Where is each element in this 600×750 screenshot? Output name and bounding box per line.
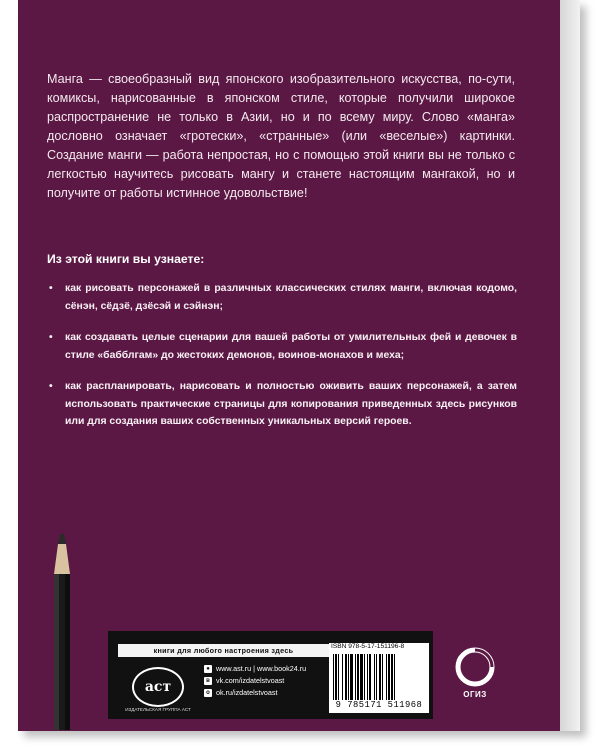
slogan-banner: книги для любого настроения здесь xyxy=(118,644,329,657)
link-text: www.ast.ru | www.book24.ru xyxy=(216,664,307,673)
link-text: ok.ru/izdatelstvoast xyxy=(216,688,278,697)
barcode-icon xyxy=(333,654,425,700)
links-list xyxy=(204,663,306,699)
imprint-name: ОГИЗ xyxy=(463,690,487,699)
link-row[interactable] xyxy=(204,675,306,687)
vk-icon: в xyxy=(204,677,212,685)
publisher-name: ИЗДАТЕЛЬСКАЯ ГРУППА АСТ xyxy=(125,707,191,712)
learn-list xyxy=(47,280,517,431)
barcode-number: 9 785171 511968 xyxy=(335,700,423,710)
link-row[interactable] xyxy=(204,663,306,675)
learn-item: • как рисовать персонажей в различных классических стилях манги, включая кодомо, сёнэн, сёдзё, дзёсэй и сэйнэн; xyxy=(47,280,517,315)
globe-icon: ● xyxy=(204,665,212,673)
barcode-panel xyxy=(329,643,429,713)
pencil-icon xyxy=(40,530,90,730)
learn-title: Из этой книги вы узнаете: xyxy=(47,252,205,266)
link-row[interactable] xyxy=(204,687,306,699)
isbn-label: ISBN 978-5-17-151196-8 xyxy=(331,643,405,650)
publisher-panel xyxy=(108,631,433,719)
intro-paragraph: Манга — своеобразный вид японского изобразительного искусства, по-сути, комиксы, нарисованные в японском стиле, которые получили широкое распространение не только в Азии, но и по всему миру. Слово «манга» дословно означает «гротески», «странные» (или «веселые») картинки. Создание манги — работа непростая, но с помощью этой книги вы не только с легкостью научитесь рисовать мангу и станете настоящим мангакой, но и получите от работы истинное удовольствие! xyxy=(47,72,515,200)
learn-item: • как распланировать, нарисовать и полностью оживить ваших персонажей, а затем использовать практические страницы для копирования приведенных здесь рисунков или для создания ваших собственных уникальных версий героев. xyxy=(47,378,517,431)
ogiz-logo-icon xyxy=(455,647,495,687)
ast-logo: аст xyxy=(132,667,184,707)
learn-item: • как создавать целые сценарии для вашей работы от умилительных фей и девочек в стиле «бабблгам» до жестоких демонов, воинов-монахов и меха; xyxy=(47,329,517,364)
cover-edge-shadow xyxy=(560,0,580,731)
ok-icon: о xyxy=(204,689,212,697)
learn-section xyxy=(47,252,517,445)
link-text: vk.com/izdatelstvoast xyxy=(216,676,285,685)
